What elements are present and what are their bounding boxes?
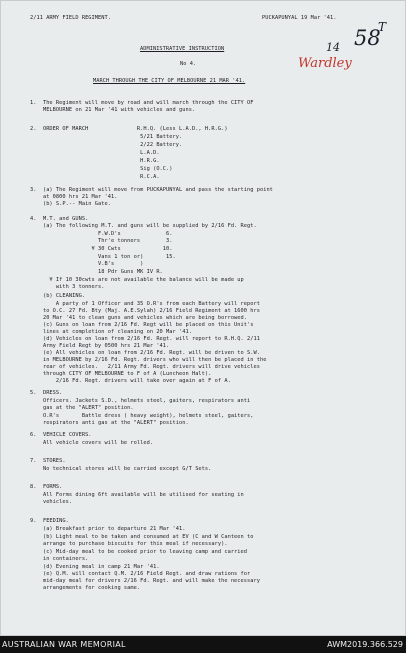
- mt-guns-line: Vans 1 ton or) 15.: [30, 254, 176, 260]
- cleaning-line: through CITY OF MELBOURNE to F of A (Luncheon Halt).: [30, 371, 212, 377]
- order-of-march-line: 2. ORDER OF MARCH R.H.Q. (Less L.A.D., H.R.G.): [30, 126, 228, 132]
- cleaning-line: 20 Mar '41 to clean guns and vehicles which are being borrowed.: [30, 315, 248, 321]
- para-3-line: 3. (a) The Regiment will move from PUCKAPUNYAL and pass the starting point: [30, 187, 273, 193]
- handwritten-annotation: Wardley: [298, 56, 352, 71]
- cleaning-line: rear of vehicles. 2/11 Army Fd. Regt. drivers will drive vehicles: [30, 364, 260, 370]
- vehicle-covers-line: All vehicle covers will be rolled.: [30, 440, 154, 446]
- place-date: PUCKAPUNYAL 19 Mar '41.: [262, 15, 337, 21]
- vehicle-covers-line: 6. VEHICLE COVERS.: [30, 432, 92, 438]
- stores-line: No technical stores will be carried except G/T Sets.: [30, 466, 212, 472]
- instruction-number: No 4.: [180, 61, 197, 67]
- archive-reference: AWM2019.366.529: [327, 640, 403, 649]
- feeding-line: (e) Q.M. will contact Q.M. 2/16 Field Regt. and draw rations for: [30, 571, 251, 577]
- mt-guns-line: F.W.D's 6.: [30, 231, 173, 237]
- cleaning-line: to O.C. 27 Fd. Bty (Maj. A.E.Sylah) 2/16 Field Regiment at 1600 hrs: [30, 308, 260, 314]
- order-of-march-line: L.A.D.: [30, 150, 160, 156]
- dress-line: gas at the "ALERT" position.: [30, 405, 134, 411]
- para-3-line: at 0800 hrs 21 Mar '41.: [30, 194, 118, 200]
- para-3-line: (b) S.P.-- Main Gate.: [30, 201, 111, 207]
- para-1-line: 1. The Regiment will move by road and will march through the CITY OF: [30, 100, 254, 106]
- document-subject: MARCH THROUGH THE CITY OF MELBOURNE 21 MAR '41.: [93, 78, 246, 84]
- mt-guns-line: with 3 tonners.: [30, 284, 105, 290]
- forms-line: vehicles.: [30, 499, 73, 505]
- unit-name: 2/11 ARMY FIELD REGIMENT.: [30, 15, 111, 21]
- stores-line: 7. STORES.: [30, 458, 66, 464]
- feeding-line: (d) Evening meal in camp 21 Mar '41.: [30, 564, 160, 570]
- archive-name: AUSTRALIAN WAR MEMORIAL: [2, 640, 126, 649]
- feeding-line: mid-day meal for drivers 2/16 Fd. Regt. and will make the necessary: [30, 578, 260, 584]
- order-of-march-line: R.C.A.: [30, 174, 160, 180]
- order-of-march-line: Sig (O.C.): [30, 166, 173, 172]
- order-of-march-line: H.R.G.: [30, 158, 160, 164]
- forms-line: All Forms dining 6ft available will be utilised for seating in: [30, 492, 244, 498]
- feeding-line: arrangements for cooking same.: [30, 585, 141, 591]
- mt-guns-line: 18 Pdr Guns MK IV R.: [30, 269, 163, 275]
- cleaning-line: A party of 1 Officer and 35 O.R's from each Battery will report: [30, 301, 260, 307]
- mt-guns-line: 4. M.T. and GUNS.: [30, 216, 89, 222]
- order-of-march-line: 2/22 Battery.: [30, 142, 183, 148]
- mt-guns-line: V.B's ): [30, 261, 144, 267]
- feeding-line: arrange to purchase biscuits for this meal if necessary).: [30, 541, 228, 547]
- cleaning-line: in MELBOURNE by 2/16 Fd. Regt. drivers who will then be placed in the: [30, 357, 267, 363]
- dress-line: O.R's Battle dress ( heavy weight), helmets steel, gaiters,: [30, 413, 254, 419]
- cleaning-line: (b) CLEANING.: [30, 293, 86, 299]
- mt-guns-line: (a) The following M.T. and guns will be supplied by 2/16 Fd. Regt.: [30, 223, 257, 229]
- cleaning-line: (e) All vehicles on loan from 2/16 Fd. Regt. will be driven to S.W.: [30, 350, 260, 356]
- feeding-line: in containers.: [30, 556, 89, 562]
- cleaning-line: lines at completion of cleaning on 20 Mar '41.: [30, 329, 192, 335]
- cleaning-line: 2/16 Fd. Regt. drivers will take over again at F of A.: [30, 378, 231, 384]
- archive-footer: [0, 636, 406, 653]
- feeding-line: (c) Mid-day meal to be cooked prior to leaving camp and carried: [30, 549, 248, 555]
- document-title: ADMINISTRATIVE INSTRUCTION: [140, 46, 225, 52]
- cleaning-line: (d) Vehicles on loan from 2/16 Fd. Regt. will report to R.H.Q. 2/11: [30, 336, 260, 342]
- para-1-line: MELBOURNE on 21 Mar '41 with vehicles and guns.: [30, 107, 196, 113]
- handwritten-page-number: 58: [354, 26, 381, 50]
- dress-line: Officers. Jackets S.D., helmets steel, gaiters, respirators anti: [30, 398, 251, 404]
- cleaning-line: Army Field Regt by 0500 hrs 21 Mar '41.: [30, 343, 170, 349]
- cleaning-line: (c) Guns on loan from 2/16 Fd. Regt will be placed on this Unit's: [30, 322, 254, 328]
- feeding-line: (b) Light meal to be taken and consumed at EV (C and W Canteen to: [30, 534, 254, 540]
- handwritten-copy-number: 14: [326, 41, 340, 54]
- feeding-line: (a) Breakfast prior to departure 21 Mar '41.: [30, 526, 186, 532]
- mt-guns-line: ¥ 30 Cwts 10.: [30, 246, 173, 252]
- mt-guns-line: Thr'e tonners 3.: [30, 238, 173, 244]
- order-of-march-line: 5/21 Battery.: [30, 134, 183, 140]
- forms-line: 8. FORMS.: [30, 484, 63, 490]
- dress-line: respirators anti gas at the "ALERT" position.: [30, 420, 189, 426]
- dress-line: 5. DRESS.: [30, 390, 63, 396]
- handwritten-page-letter: T: [378, 20, 387, 34]
- feeding-line: 9. FEEDING.: [30, 518, 69, 524]
- mt-guns-line: ¥ If 10 30cwts are not available the balance will be made up: [30, 277, 244, 283]
